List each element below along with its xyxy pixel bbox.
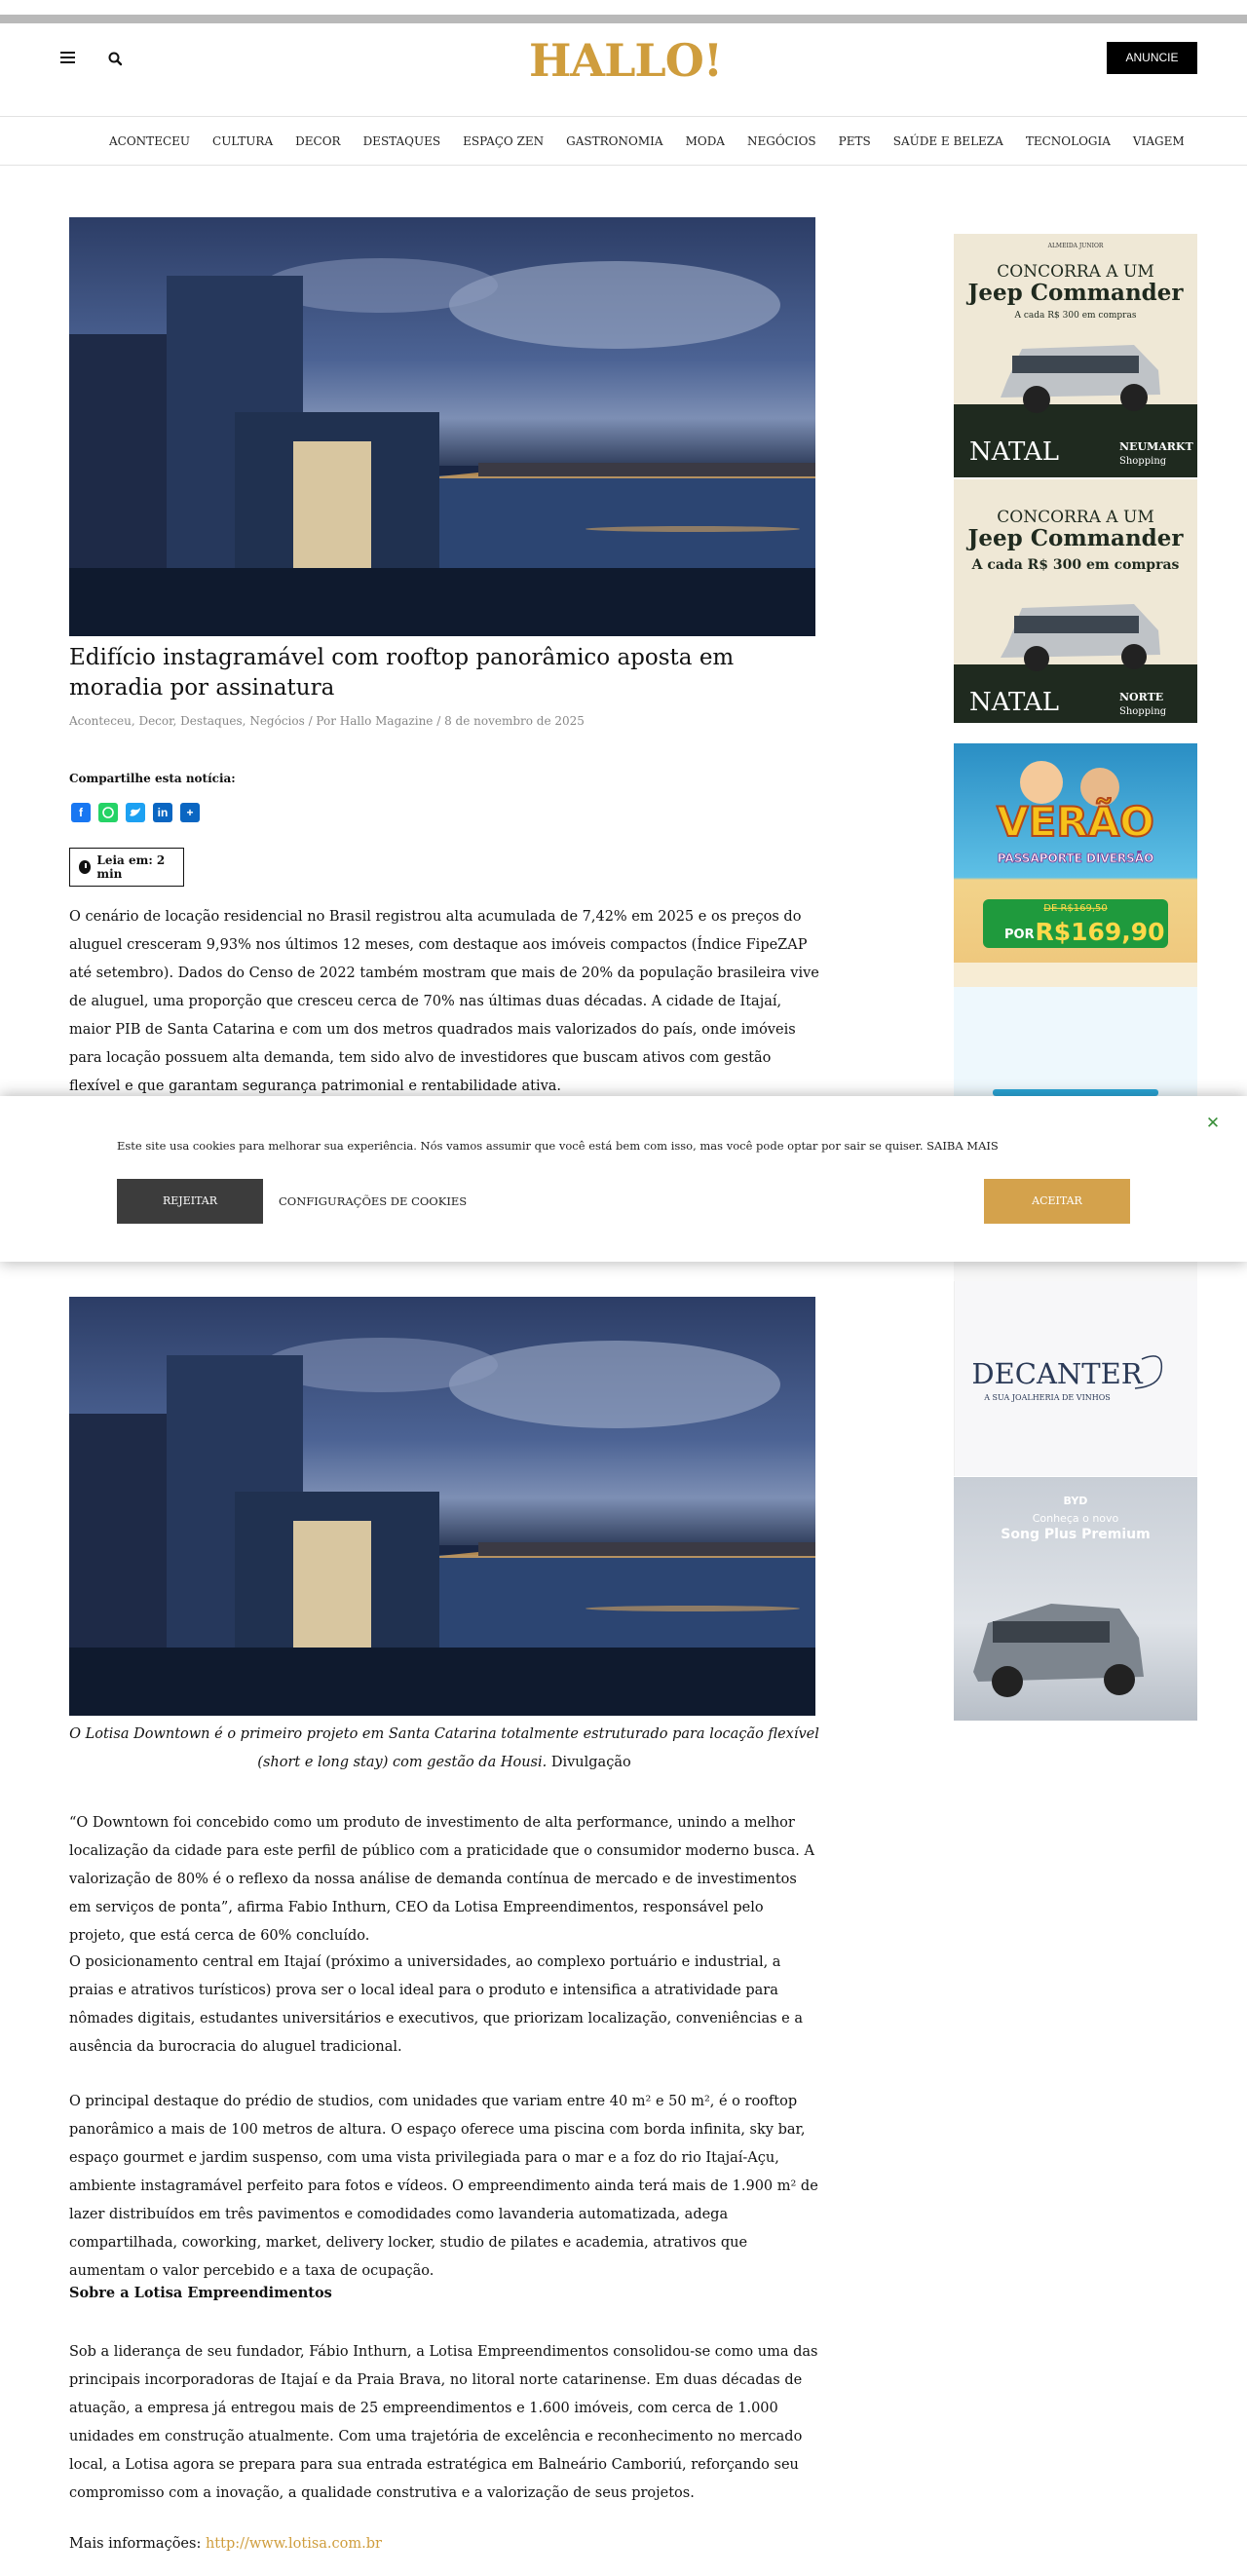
article-title: Edifício instagramável com rooftop panorâmico aposta em moradia por assinatura xyxy=(69,645,735,701)
article-meta: Aconteceu, Decor, Destaques, Negócios / Por Hallo Magazine / 8 de novembro de 2025 xyxy=(69,714,585,728)
ad3-price-prefix: POR xyxy=(1004,928,1035,942)
ad5-brand: DECANTER xyxy=(971,1357,1143,1390)
ad6-brand: BYD xyxy=(1063,1495,1088,1507)
clock-icon xyxy=(79,860,91,874)
ad3-subtitle: PASSAPORTE DIVERSÃO xyxy=(997,852,1154,865)
ad6-line2: Song Plus Premium xyxy=(1001,1527,1151,1542)
ad1-line1: CONCORRA A UM xyxy=(997,262,1154,282)
article-paragraph-1: O cenário de locação residencial no Brasil registrou alta acumulada de 7,42% em 2025 e os preços do aluguel cresceram 9,93% nos últimos 12 meses, com destaque aos imóveis compactos (Índice FipeZAP até setembro). Dados do Censo de 2022 também mostram que mais de 20% da população brasileira vive de aluguel, uma proporção que cresceu cerca de 70% nas últimas duas décadas. A cidade de Itajaí, maior PIB de Santa Catarina e com um dos metros quadrados mais valorizados do país, onde imóveis para locação possuem alta demanda, tem sido alvo de investidores que buscam ativos com gestão flexível e que garantam segurança patrimonial e rentabilidade ativa. xyxy=(69,909,819,1094)
nav-item-gastronomia[interactable]: GASTRONOMIA xyxy=(566,134,663,148)
site-header xyxy=(0,23,1247,117)
ad3-price: R$169,90 xyxy=(1035,918,1165,946)
nav-item-decor[interactable]: DECOR xyxy=(295,134,341,148)
twitter-icon[interactable] xyxy=(126,803,145,822)
ad-blank-lower[interactable] xyxy=(954,1262,1197,1281)
cookie-reject-button[interactable]: REJEITAR xyxy=(117,1179,263,1224)
hamburger-menu-icon[interactable] xyxy=(58,49,80,70)
ad2-city: NATAL xyxy=(968,688,1060,717)
nav-item-moda[interactable]: MODA xyxy=(685,134,725,148)
share-label: Compartilhe esta notícia: xyxy=(69,772,236,785)
nav-item-tecnologia[interactable]: TECNOLOGIA xyxy=(1025,134,1111,148)
cookie-settings-link[interactable]: CONFIGURAÇÕES DE COOKIES xyxy=(279,1194,468,1208)
ad2-line3: A cada R$ 300 em compras xyxy=(971,557,1180,573)
cookie-banner xyxy=(0,1096,1247,1262)
nav-item-cultura[interactable]: CULTURA xyxy=(212,134,274,148)
nav-item-negocios[interactable]: NEGÓCIOS xyxy=(746,134,816,148)
top-strip xyxy=(0,0,1247,22)
facebook-icon[interactable]: f xyxy=(71,803,91,822)
ad-decanter[interactable] xyxy=(954,1281,1197,1476)
image-caption xyxy=(69,1721,819,1777)
more-info-link[interactable]: http://www.lotisa.com.br xyxy=(205,2536,382,2552)
share-buttons xyxy=(71,803,208,822)
ad-blank[interactable] xyxy=(954,987,1197,1096)
nav-item-aconteceu[interactable]: ACONTECEU xyxy=(109,134,191,148)
more-info-label: Mais informações: xyxy=(69,2536,206,2552)
article-hero-image xyxy=(69,217,815,636)
nav-item-destaques[interactable]: DESTAQUES xyxy=(362,134,441,148)
more-info xyxy=(69,2536,382,2552)
share-icon[interactable]: + xyxy=(180,803,200,822)
ad1-mall-sub: Shopping xyxy=(1119,456,1167,467)
ad-jeep-neumarkt[interactable] xyxy=(954,234,1197,477)
read-time-badge xyxy=(69,848,184,887)
read-time-label: Leia em: 2 min xyxy=(96,853,166,881)
ad-byd[interactable] xyxy=(954,1477,1197,1721)
nav-item-pets[interactable]: PETS xyxy=(838,134,871,148)
article-paragraph-4: O principal destaque do prédio de studios, com unidades que variam entre 40 m² e 50 m², é o rooftop panorâmico a mais de 100 metros de altura. O espaço oferece uma piscina com borda infinita, sky bar, espaço gourmet e jardim suspenso, com uma vista privilegiada para o mar e a foz do rio Itajaí-Açu, ambiente instagramável perfeito para fotos e vídeos. O empreendimento ainda terá mais de 1.900 m² de lazer distribuídos em três pavimentos e comodidades como lavanderia automatizada, adega compartilhada, coworking, market, delivery locker, studio de pilates e academia, atrativos que aumentam o valor percebido e a taxa de ocupação. xyxy=(69,2094,818,2279)
nav-item-saude-e-beleza[interactable]: SAÚDE E BELEZA xyxy=(892,134,1003,148)
ad3-old-price: DE R$169,50 xyxy=(1043,903,1108,914)
ad2-line2: Jeep Commander xyxy=(967,525,1184,551)
caption-credit: Divulgação xyxy=(547,1755,631,1770)
whatsapp-icon[interactable] xyxy=(98,803,118,822)
ad1-line3: A cada R$ 300 em compras xyxy=(1014,311,1137,321)
close-icon[interactable]: ✕ xyxy=(1205,1114,1221,1133)
ad6-line1: Conheça o novo xyxy=(1032,1512,1119,1525)
section-subheading: Sobre a Lotisa Empreendimentos xyxy=(69,2285,332,2301)
advertise-button[interactable]: ANUNCIE xyxy=(1107,42,1197,74)
category-nav xyxy=(0,117,1247,166)
search-icon[interactable] xyxy=(105,49,127,70)
ad1-city: NATAL xyxy=(968,437,1060,467)
ad2-mall-sub: Shopping xyxy=(1119,706,1167,717)
ad-verao[interactable] xyxy=(954,743,1197,987)
nav-item-espaco-zen[interactable]: ESPAÇO ZEN xyxy=(463,134,545,148)
ad2-line1: CONCORRA A UM xyxy=(997,508,1154,527)
site-logo[interactable]: HALLO! xyxy=(528,34,723,87)
ad2-mall: NORTE xyxy=(1119,691,1164,703)
caption-text: O Lotisa Downtown é o primeiro projeto em Santa Catarina totalmente estruturado para locação flexível (short e long stay) com gestão da Housi. xyxy=(69,1726,819,1770)
article-paragraph-3: O posicionamento central em Itajaí (próximo a universidades, ao complexo portuário e industrial, a praias e atrativos turísticos) prova ser o local ideal para o produto e intensifica a atratividade para nômades digitais, estudantes universitários e executivos, que priorizam localização, conveniências e a ausência da burocracia do aluguel tradicional. xyxy=(69,1954,804,2055)
nav-item-viagem[interactable]: VIAGEM xyxy=(1132,134,1185,148)
article-paragraph-2: “O Downtown foi concebido como um produto de investimento de alta performance, unindo a melhor localização da cidade para este perfil de público com a praticidade que o consumidor moderno busca. A valorização de 80% é o reflexo da nossa análise de demanda contínua de mercado e de investimentos em serviços de ponta”, afirma Fabio Inthurn, CEO da Lotisa Empreendimentos, responsável pelo projeto, que está cerca de 60% concluído. xyxy=(69,1815,814,1944)
article-paragraph-5: Sob a liderança de seu fundador, Fábio Inthurn, a Lotisa Empreendimentos consolidou-se como uma das principais incorporadoras de Itajaí e da Praia Brava, no litoral norte catarinense. Em duas décadas de atuação, a empresa já entregou mais de 25 empreendimentos e 1.600 imóveis, com cerca de 1.000 unidades em construção atualmente. Com uma trajetória de excelência e reconhecimento no mercado local, a Lotisa agora se prepara para sua entrada estratégica em Balneário Camboriú, reforçando seu compromisso com a inovação, a qualidade construtiva e a valorização de seus projetos. xyxy=(69,2344,818,2501)
ad5-tagline: A SUA JOALHERIA DE VINHOS xyxy=(984,1393,1111,1402)
ad1-mall: NEUMARKT xyxy=(1119,440,1193,453)
linkedin-icon[interactable]: in xyxy=(153,803,172,822)
article-body-image xyxy=(69,1297,815,1716)
top-bar xyxy=(0,15,1247,23)
ad3-title: VERÃO xyxy=(997,798,1154,846)
ad1-line2: Jeep Commander xyxy=(967,280,1184,306)
ad-jeep-norte[interactable] xyxy=(954,479,1197,723)
ad1-brand: ALMEIDA JUNIOR xyxy=(1047,243,1104,249)
cookie-message: Este site usa cookies para melhorar sua experiência. Nós vamos assumir que você está bem com isso, mas você pode optar por sair se quiser. SAIBA MAIS xyxy=(117,1139,999,1153)
cookie-accept-button[interactable]: ACEITAR xyxy=(984,1179,1130,1224)
